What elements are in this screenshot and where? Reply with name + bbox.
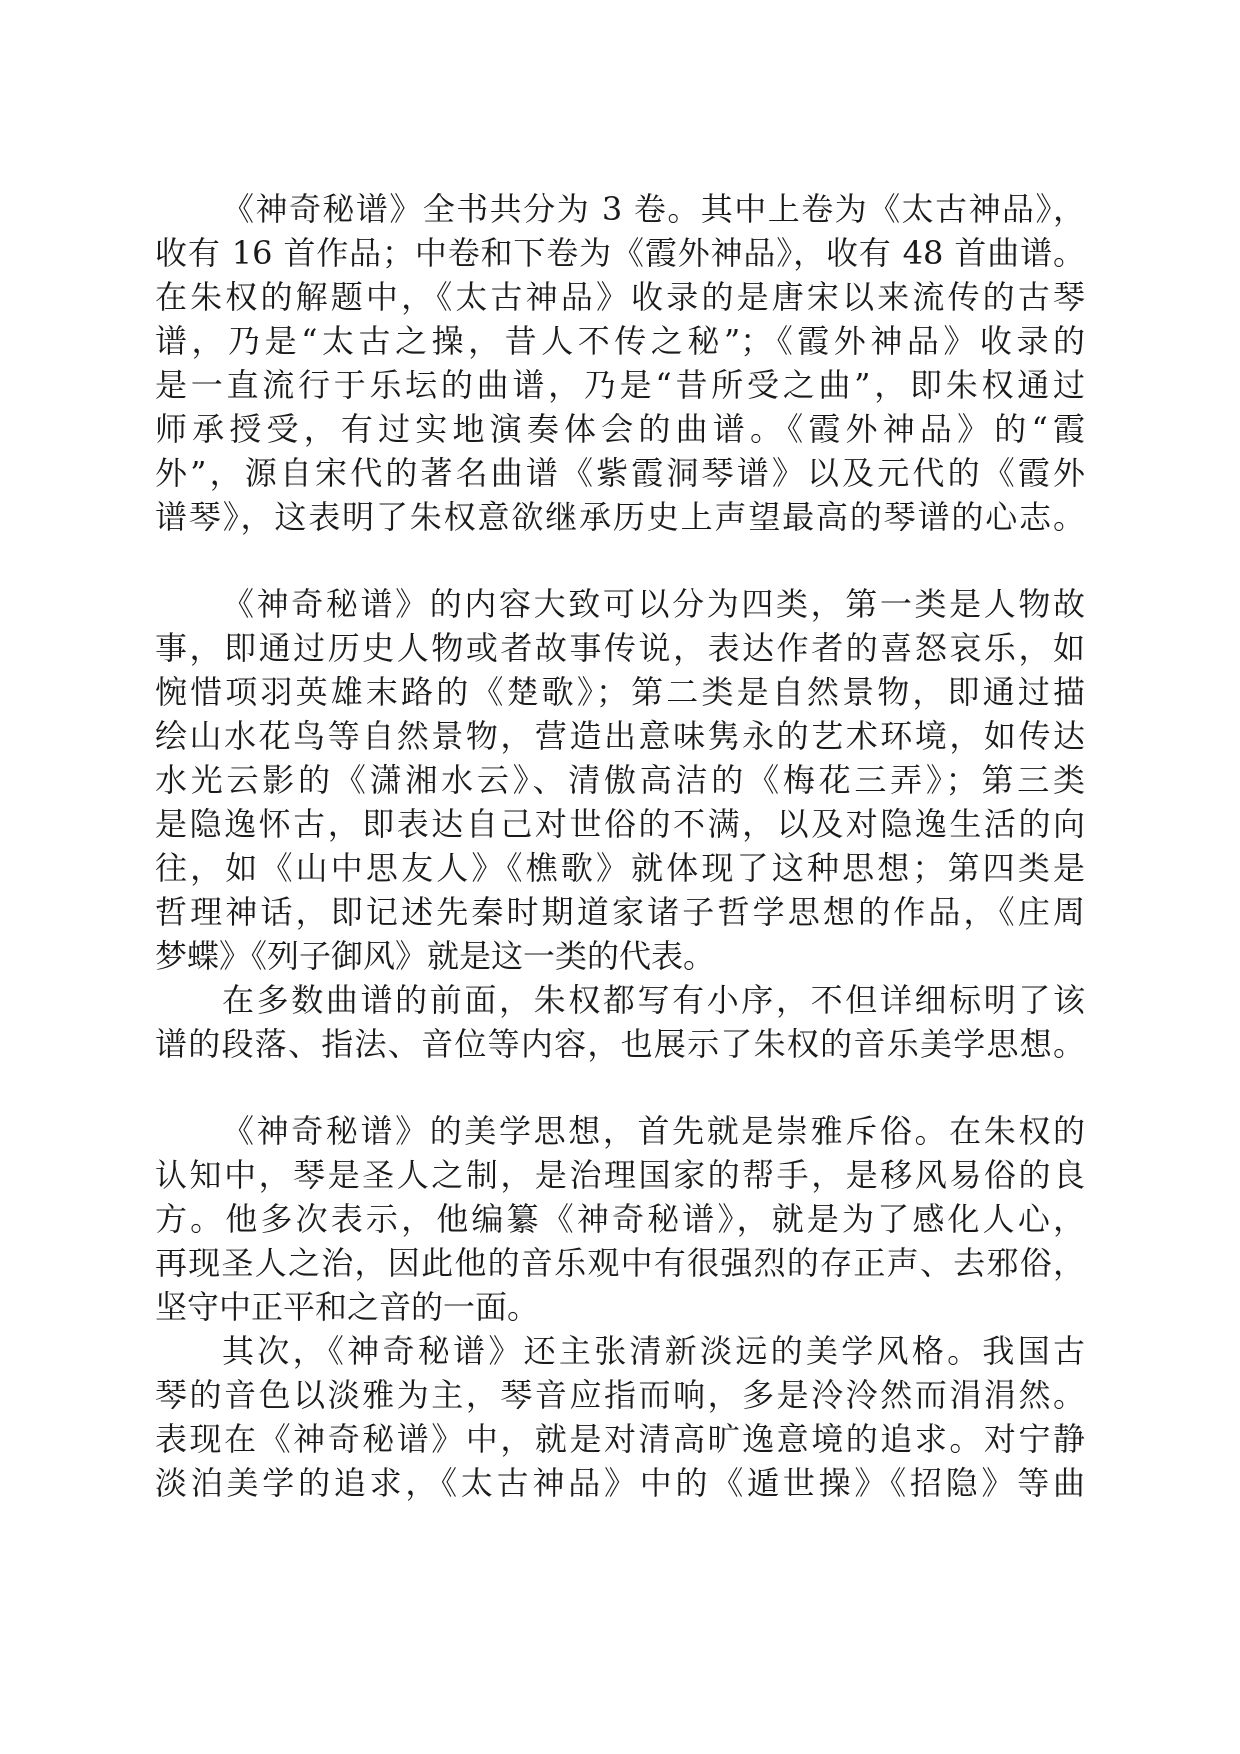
paragraph-line: 在朱权的解题中，《太古神品》收录的是唐宋以来流传的古琴 [155, 278, 1085, 316]
paragraph-line: 淡泊美学的追求，《太古神品》中的《遁世操》《招隐》等曲 [155, 1464, 1085, 1502]
paragraph-line: 惋惜项羽英雄末路的《楚歌》；第二类是自然景物，即通过描 [155, 673, 1085, 711]
paragraph-line: 谱，乃是“太古之操，昔人不传之秘”；《霞外神品》收录的 [155, 322, 1085, 360]
paragraph-line: 再现圣人之治，因此他的音乐观中有很强烈的存正声、去邪俗， [155, 1244, 1085, 1282]
paragraph-line: 《神奇秘谱》全书共分为 3 卷。其中上卷为《太古神品》， [222, 190, 1085, 228]
paragraph-line: 谱的段落、指法、音位等内容，也展示了朱权的音乐美学思想。 [155, 1025, 1085, 1063]
paragraph-line: 认知中，琴是圣人之制，是治理国家的帮手，是移风易俗的良 [155, 1156, 1085, 1194]
paragraph-line: 其次，《神奇秘谱》还主张清新淡远的美学风格。我国古 [222, 1332, 1085, 1370]
paragraph-line: 是一直流行于乐坛的曲谱，乃是“昔所受之曲”，即朱权通过 [155, 366, 1085, 404]
paragraph-line: 师承授受，有过实地演奏体会的曲谱。《霞外神品》的“霞 [155, 410, 1085, 448]
paragraph-line: 在多数曲谱的前面，朱权都写有小序，不但详细标明了该 [222, 981, 1085, 1019]
paragraph-line: 方。他多次表示，他编纂《神奇秘谱》，就是为了感化人心， [155, 1200, 1085, 1238]
paragraph-line: 是隐逸怀古，即表达自己对世俗的不满，以及对隐逸生活的向 [155, 805, 1085, 843]
paragraph-line: 哲理神话，即记述先秦时期道家诸子哲学思想的作品，《庄周 [155, 893, 1085, 931]
paragraph-line: 《神奇秘谱》的美学思想，首先就是崇雅斥俗。在朱权的 [222, 1112, 1085, 1150]
paragraph-line: 水光云影的《潇湘水云》、清傲高洁的《梅花三弄》；第三类 [155, 761, 1085, 799]
paragraph-line: 绘山水花鸟等自然景物，营造出意味隽永的艺术环境，如传达 [155, 717, 1085, 755]
paragraph-line: 谱琴》，这表明了朱权意欲继承历史上声望最高的琴谱的心志。 [155, 498, 1085, 536]
paragraph-line: 往，如《山中思友人》《樵歌》就体现了这种思想；第四类是 [155, 849, 1085, 887]
paragraph-line: 梦蝶》《列子御风》就是这一类的代表。 [155, 937, 716, 975]
paragraph-line: 琴的音色以淡雅为主，琴音应指而响，多是泠泠然而涓涓然。 [155, 1376, 1085, 1414]
paragraph-line: 外”，源自宋代的著名曲谱《紫霞洞琴谱》以及元代的《霞外 [155, 454, 1085, 492]
paragraph-line: 事，即通过历史人物或者故事传说，表达作者的喜怒哀乐，如 [155, 629, 1085, 667]
paragraph-line: 表现在《神奇秘谱》中，就是对清高旷逸意境的追求。对宁静 [155, 1420, 1085, 1458]
paragraph-line: 坚守中正平和之音的一面。 [155, 1288, 540, 1326]
paragraph-line: 收有 16 首作品；中卷和下卷为《霞外神品》，收有 48 首曲谱。 [155, 234, 1085, 272]
paragraph-line: 《神奇秘谱》的内容大致可以分为四类，第一类是人物故 [222, 585, 1085, 623]
